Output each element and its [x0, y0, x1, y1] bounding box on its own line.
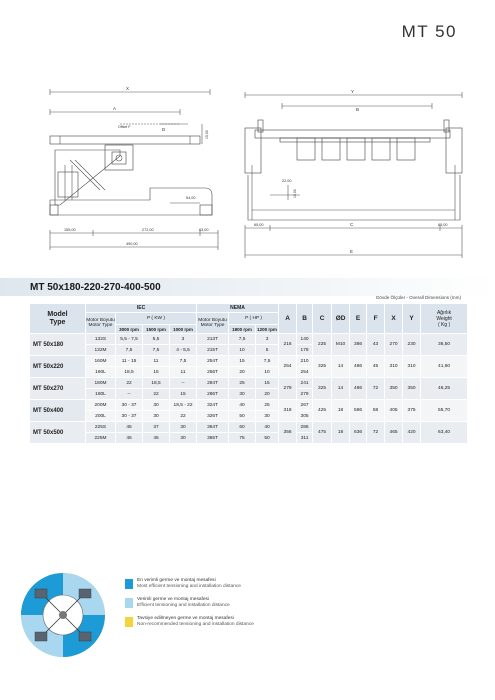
cell-iec-motor: 225S	[86, 422, 116, 433]
cell-nema-motor: 256T	[197, 367, 229, 378]
cell-kw-1000: --	[170, 378, 197, 389]
legend	[125, 578, 254, 635]
cell-od: 18	[332, 400, 350, 422]
cell-iec-motor: 200L	[86, 411, 116, 422]
cell-kw-3000: 5,5 - 7,5	[116, 334, 143, 345]
cell-kw-3000: 45	[116, 422, 143, 433]
table-row	[30, 378, 468, 389]
header-y: Y	[403, 304, 421, 334]
cell-e: 486	[350, 356, 367, 378]
dim-b: B	[356, 107, 360, 112]
cell-hp-1200: 7,5	[256, 356, 279, 367]
cell-kw-1500: 22	[143, 389, 170, 400]
cell-hp-1200: 10	[256, 367, 279, 378]
cell-x: 270	[385, 334, 403, 356]
table-row	[30, 422, 468, 433]
model-name: MT 50x500	[30, 422, 86, 444]
cell-b: 140	[297, 334, 313, 345]
header-nema: NEMA	[197, 304, 279, 313]
cell-od: 14	[332, 378, 350, 400]
cell-c: 225	[313, 334, 332, 356]
cell-hp-1200: 15	[256, 378, 279, 389]
cell-hp-1800: 40	[229, 400, 256, 411]
table-row	[30, 356, 468, 367]
cell-c: 325	[313, 356, 332, 378]
dim-272: 272,00	[142, 228, 154, 232]
dim-490: 490,00	[126, 242, 138, 246]
front-view	[50, 89, 218, 250]
cell-f: 72	[367, 378, 385, 400]
cell-y: 230	[403, 334, 421, 356]
cell-iec-motor: 132S	[86, 334, 116, 345]
cell-a: 216	[279, 334, 297, 356]
dimensions-note: Gövde Ölçüler - Overall Dimensions (mm)	[375, 295, 461, 300]
header-p-hp: P ( HP )	[229, 313, 279, 325]
cell-b: 305	[297, 411, 313, 422]
dim-65-left: 65,00	[254, 223, 264, 227]
cell-y: 420	[403, 422, 421, 444]
model-name: MT 50x180	[30, 334, 86, 356]
cell-nema-motor: 365T	[197, 433, 229, 444]
cell-hp-1200: 3	[256, 334, 279, 345]
cell-e: 386	[350, 334, 367, 356]
cell-kw-1000: 30	[170, 422, 197, 433]
cell-kw-1500: 45	[143, 433, 170, 444]
cell-e: 486	[350, 378, 367, 400]
header-1500rpm: 1500 rpm	[143, 325, 170, 334]
dim-a: A	[113, 106, 117, 111]
tensioning-diagram	[18, 570, 108, 660]
cell-nema-motor: 324T	[197, 400, 229, 411]
dim-d: D	[162, 127, 166, 132]
cell-e: 636	[350, 422, 367, 444]
cell-weight: 41,60	[421, 356, 468, 378]
cell-kw-1500: 15	[143, 367, 170, 378]
cell-b: 267	[297, 400, 313, 411]
cell-kw-3000: 45	[116, 433, 143, 444]
cell-nema-motor: 215T	[197, 345, 229, 356]
cell-kw-3000: 11 - 15	[116, 356, 143, 367]
motor-icon	[35, 589, 47, 598]
cell-hp-1800: 25	[229, 378, 256, 389]
cell-b: 254	[297, 367, 313, 378]
cell-hp-1200: 25	[256, 400, 279, 411]
cell-kw-1000: 15	[170, 389, 197, 400]
header-1000rpm: 1000 rpm	[170, 325, 197, 334]
header-x: X	[385, 304, 403, 334]
header-3000rpm: 3000 rpm	[116, 325, 143, 334]
cell-kw-1000: 30	[170, 433, 197, 444]
dim-10: 10,00	[293, 189, 297, 198]
header-model: Model Type	[30, 304, 86, 334]
section-title: MT 50x180-220-270-400-500	[30, 282, 161, 293]
cell-hp-1800: 30	[229, 389, 256, 400]
cell-kw-1000: 11	[170, 367, 197, 378]
header-1800rpm: 1800 rpm	[229, 325, 256, 334]
cell-kw-3000: --	[116, 389, 143, 400]
cell-b: 178	[297, 345, 313, 356]
legend-swatch-icon	[125, 579, 133, 589]
header-iec-motor: Motor Boyutu Motor Type	[86, 313, 116, 334]
cell-a: 279	[279, 378, 297, 400]
model-name: MT 50x270	[30, 378, 86, 400]
cell-od: 14	[332, 356, 350, 378]
cell-y: 350	[403, 378, 421, 400]
cell-x: 310	[385, 356, 403, 378]
cell-nema-motor: 326T	[197, 411, 229, 422]
cell-od: 18	[332, 422, 350, 444]
cell-hp-1200: 40	[256, 422, 279, 433]
cell-f: 72	[367, 422, 385, 444]
dim-65-right: 65,00	[438, 223, 448, 227]
cell-x: 465	[385, 422, 403, 444]
cell-nema-motor: 364T	[197, 422, 229, 433]
cell-kw-1500: 30	[143, 400, 170, 411]
dim-155: 155,00	[64, 228, 76, 232]
cell-b: 311	[297, 433, 313, 444]
cell-hp-1200: 30	[256, 411, 279, 422]
dim-x: X	[126, 86, 130, 91]
cell-hp-1800: 50	[229, 411, 256, 422]
cell-f: 43	[367, 334, 385, 356]
dim-c: C	[350, 222, 354, 227]
cell-y: 310	[403, 356, 421, 378]
cell-weight: 36,50	[421, 334, 468, 356]
header-1200rpm: 1200 rpm	[257, 326, 277, 332]
cell-weight: 55,70	[421, 400, 468, 422]
cell-kw-1500: 7,5	[143, 345, 170, 356]
cell-kw-1500: 11	[143, 356, 170, 367]
legend-swatch-icon	[125, 617, 133, 627]
cell-kw-1500: 37	[143, 422, 170, 433]
cell-x: 405	[385, 400, 403, 422]
cell-f: 45	[367, 356, 385, 378]
side-view	[245, 92, 462, 258]
cell-kw-1000: 22	[170, 411, 197, 422]
cell-a: 254	[279, 356, 297, 378]
legend-item-not-recommended: Tavsiye edilmeyen germe ve montaj mesafesi Non-recommended tensioning and installation distance	[125, 616, 254, 628]
cell-f: 58	[367, 400, 385, 422]
cell-kw-1000: 3	[170, 334, 197, 345]
cell-kw-3000: 30 - 37	[116, 400, 143, 411]
cell-iec-motor: 200M	[86, 400, 116, 411]
cell-b: 286	[297, 422, 313, 433]
cell-hp-1800: 10	[229, 345, 256, 356]
header-f: F	[367, 304, 385, 334]
cell-iec-motor: 160M	[86, 356, 116, 367]
cell-nema-motor: 213T	[197, 334, 229, 345]
cell-a: 318	[279, 400, 297, 422]
dim-15: 15,00	[205, 130, 209, 139]
dim-22: 22,00	[282, 179, 292, 183]
cell-c: 325	[313, 378, 332, 400]
cell-c: 475	[313, 422, 332, 444]
cell-weight: 63,40	[421, 422, 468, 444]
cell-x: 350	[385, 378, 403, 400]
cell-kw-1500: 30	[143, 411, 170, 422]
cell-kw-3000: 22	[116, 378, 143, 389]
header-weight: Ağırlık Weight ( Kg )	[421, 304, 468, 334]
header-a: A	[279, 304, 297, 334]
cell-b: 210	[297, 356, 313, 367]
cell-hp-1200: 50	[256, 433, 279, 444]
dim-y: Y	[351, 89, 355, 94]
table-row	[30, 400, 468, 411]
legend-item-efficient: Verimli germe ve montaj mesafesi Efficient tensioning and installation distance	[125, 597, 254, 609]
spec-table-body	[30, 334, 468, 444]
cell-hp-1800: 75	[229, 433, 256, 444]
cell-nema-motor: 284T	[197, 378, 229, 389]
cell-kw-3000: 7,5	[116, 345, 143, 356]
cell-a: 356	[279, 422, 297, 444]
header-od: ØD	[332, 304, 350, 334]
header-b: B	[297, 304, 313, 334]
header-iec: IEC	[86, 304, 197, 313]
cell-hp-1800: 60	[229, 422, 256, 433]
technical-drawing	[0, 0, 495, 270]
legend-item-most-efficient: En verimli germe ve montaj mesafesi Most efficient tensioning and installation distance	[125, 578, 254, 590]
cell-kw-1500: 18,5	[143, 378, 170, 389]
page-title: MT 50	[401, 22, 457, 41]
cell-nema-motor: 254T	[197, 356, 229, 367]
model-name: MT 50x220	[30, 356, 86, 378]
cell-iec-motor: 132M	[86, 345, 116, 356]
cell-weight: 46,25	[421, 378, 468, 400]
model-name: MT 50x400	[30, 400, 86, 422]
cell-e: 586	[350, 400, 367, 422]
header-p-kw: P ( KW )	[116, 313, 197, 325]
cell-kw-1000: 18,5 - 22	[170, 400, 197, 411]
cell-iec-motor: 180M	[86, 378, 116, 389]
cell-b: 279	[297, 389, 313, 400]
cell-od: M10	[332, 334, 350, 356]
cell-hp-1800: 7,5	[229, 334, 256, 345]
dim-e: E	[350, 249, 354, 254]
cell-nema-motor: 286T	[197, 389, 229, 400]
cell-kw-3000: 18,5	[116, 367, 143, 378]
cell-hp-1200: 20	[256, 389, 279, 400]
header-e: E	[350, 304, 367, 334]
cell-iec-motor: 225M	[86, 433, 116, 444]
cell-iec-motor: 160L	[86, 367, 116, 378]
dim-offset: Offset F	[118, 125, 131, 129]
cell-iec-motor: 180L	[86, 389, 116, 400]
header-nema-motor: Motor Boyutu Motor Type	[197, 313, 229, 334]
table-row	[30, 334, 468, 345]
cell-hp-1800: 20	[229, 367, 256, 378]
cell-y: 375	[403, 400, 421, 422]
cell-kw-1000: 4 - 5,5	[170, 345, 197, 356]
header-c: C	[313, 304, 332, 334]
legend-swatch-icon	[125, 598, 133, 608]
cell-kw-1500: 5,5	[143, 334, 170, 345]
cell-c: 425	[313, 400, 332, 422]
cell-hp-1800: 15	[229, 356, 256, 367]
dim-63: 63,00	[199, 228, 209, 232]
cell-b: 241	[297, 378, 313, 389]
cell-kw-1000: 7,5	[170, 356, 197, 367]
cell-kw-3000: 30 - 37	[116, 411, 143, 422]
dim-54: 54,00	[186, 196, 196, 200]
cell-hp-1200: 5	[256, 345, 279, 356]
spec-table	[29, 303, 468, 444]
